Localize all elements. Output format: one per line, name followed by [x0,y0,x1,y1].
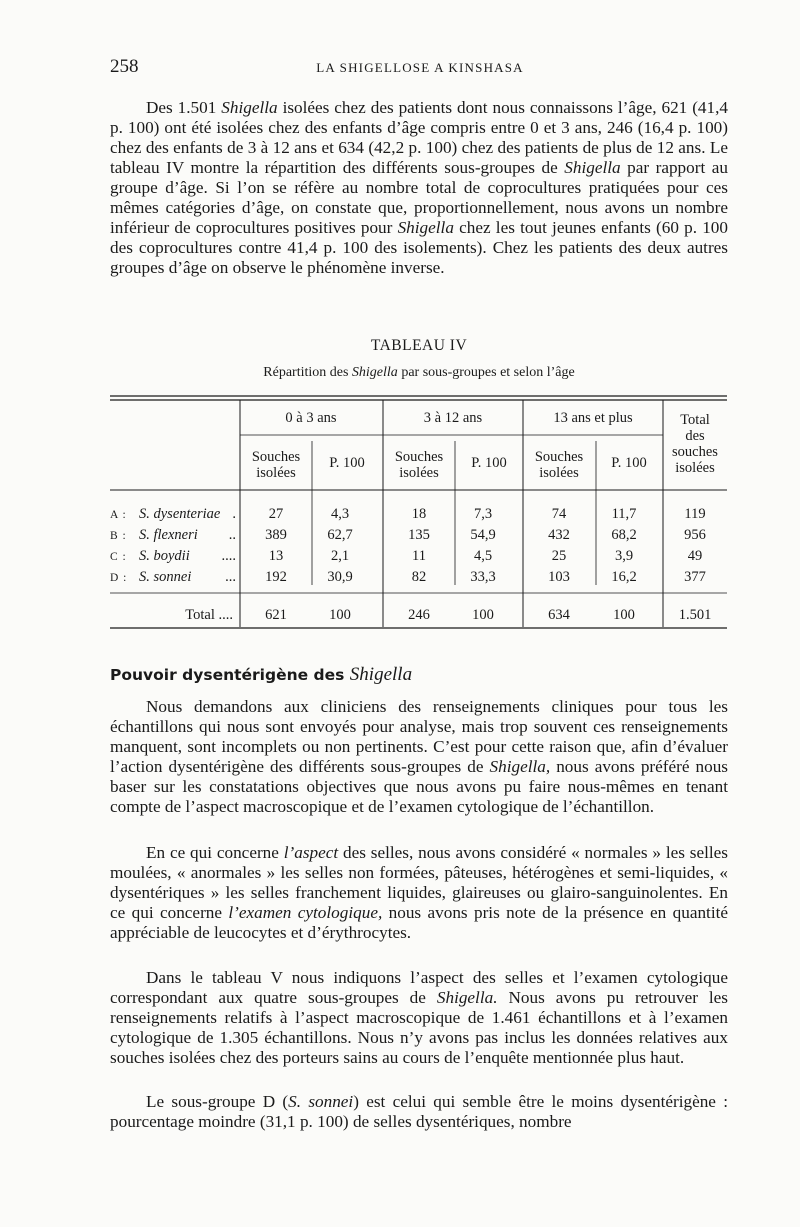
section-heading-text: Pouvoir dysentérigène des [110,666,345,684]
row-value: 27 [268,506,284,522]
subheader-souches: Souches [251,449,301,465]
row-value: 16,2 [611,569,637,585]
row-label: S. flexneri [139,527,198,543]
row-value: 25 [551,548,567,564]
row-value: 4,5 [473,548,493,564]
subheader-isolees: isolées [399,465,439,481]
page-number: 258 [110,56,139,77]
subheader-isolees: isolées [539,465,579,481]
total-value: 634 [548,607,570,623]
row-label: S. dysenteriae [139,506,221,522]
row-dots: ... [225,569,236,585]
row-value: 103 [548,569,570,585]
row-label: S. boydii [139,548,190,564]
section-heading-italic: Shigella [349,664,413,685]
row-dots: .... [221,548,236,564]
total-value: 1.501 [678,607,712,623]
row-value: 192 [265,569,287,585]
paragraph-table-v: Dans le tableau V nous indiquons l’aspect des selles et l’examen cytologique correspondant aux quatre sous-groupes de Shigella. Nous avons pu retrouver les renseignements relatifs à l’aspect macroscopique de 1.461 échantillons et à l’examen cytologique de 1.305 échantillons. Nous n’y avons pas inclus les données relatives aux souches isolées chez des porteurs sains au cours de l’enquête mentionnée plus haut. [110,968,728,1067]
paragraph-stool-aspect: En ce qui concerne l’aspect des selles, nous avons considéré « normales » les selles moulées, « anormales » les selles non formées, pâteuses, hétérogènes et semi-liquides, « dysentériques » les selles franchement liquides, glaireuses ou glairo-sanguinolentes. En ce qui concerne l’examen cytologique, nous avons pris note de la présence en quantité appréciable de leucocytes et d’érythrocytes. [110,843,728,942]
row-value: 33,3 [470,569,496,585]
row-value: 18 [411,506,427,522]
row-value: 49 [687,548,703,564]
row-value: 119 [684,506,706,522]
total-header: souches [672,444,718,460]
row-value: 13 [268,548,284,564]
row-dots: . [232,506,236,522]
section-heading [110,664,412,686]
row-letter: A : [110,509,127,521]
paragraph-clinical-info: Nous demandons aux cliniciens des renseignements cliniques pour tous les échantillons qui nous sont envoyés pour analyse, mais trop souvent ces renseignements manquent, sont incomplets ou non pertinents. C’est pour cette raison que, afin d’évaluer l’action dysentérigène des différents sous-groupes de Shigella, nous avons préféré nous baser sur les constatations objectives que nous avons pu faire nous-mêmes en tenant compte de l’aspect macroscopique et de l’examen cytologique de l’échantillon. [110,697,728,816]
row-value: 11 [412,548,426,564]
subheader-souches: Souches [534,449,584,465]
row-letter: C : [110,551,127,563]
row-letter: D : [110,572,128,584]
row-value: 2,1 [330,548,350,564]
row-value: 30,9 [327,569,353,585]
total-label: Total .... [185,607,233,623]
row-value: 3,9 [614,548,634,564]
running-title: LA SHIGELLOSE A KINSHASA [316,60,524,75]
table-title: TABLEAU IV [370,337,468,354]
row-value: 54,9 [470,527,496,543]
row-value: 11,7 [611,506,637,522]
total-value: 100 [472,607,494,623]
paragraph-age-distribution: Des 1.501 Shigella isolées chez des patients dont nous connaissons l’âge, 621 (41,4 p. 100) ont été isolées chez des enfants d’âge compris entre 0 et 3 ans, 246 (16,4 p. 100) chez des enfants de 3 à 12 ans et 634 (42,2 p. 100) chez des patients de plus de 12 ans. Le tableau IV montre la répartition des différents sous-groupes de Shigella par rapport au groupe d’âge. Si l’on se réfère au nombre total de coprocultures pratiquées pour ces mêmes catégories d’âge, on constate que, proportionnellement, nous avons un nombre inférieur de coprocultures positives pour Shigella chez les tout jeunes enfants (60 p. 100 des coprocultures contre 41,4 p. 100 des isolements). Chez les patients des deux autres groupes d’âge on observe le phénomène inverse. [110,98,729,277]
group-header: 13 ans et plus [553,410,633,426]
total-value: 246 [408,607,430,623]
row-value: 432 [548,527,570,543]
total-header: isolées [675,460,715,476]
subheader-percent: P. 100 [329,455,365,471]
row-label: S. sonnei [139,569,192,585]
table-caption: Répartition des Shigella par sous-groupes et selon l’âge [263,365,575,380]
row-value: 377 [684,569,706,585]
subheader-percent: P. 100 [471,455,507,471]
total-value: 621 [265,607,287,623]
row-value: 7,3 [473,506,493,522]
subheader-isolees: isolées [256,465,296,481]
row-value: 389 [265,527,287,543]
row-value: 68,2 [611,527,637,543]
paragraph-subgroup-d: Le sous-groupe D (S. sonnei) est celui qui semble être le moins dysentérigène : pourcentage moindre (31,1 p. 100) de selles dysentériques, nombre [110,1092,728,1131]
subheader-percent: P. 100 [611,455,647,471]
row-letter: B : [110,530,127,542]
row-dots: .. [228,527,236,543]
row-value: 956 [684,527,706,543]
row-value: 4,3 [330,506,350,522]
group-header: 0 à 3 ans [285,410,337,426]
total-value: 100 [329,607,351,623]
row-value: 82 [411,569,427,585]
table-content [110,410,718,623]
row-value: 135 [408,527,430,543]
group-header: 3 à 12 ans [423,410,483,426]
total-value: 100 [613,607,635,623]
total-header: des [685,428,705,444]
total-header: Total [680,412,710,428]
row-value: 62,7 [327,527,353,543]
subheader-souches: Souches [394,449,444,465]
row-value: 74 [551,506,567,522]
